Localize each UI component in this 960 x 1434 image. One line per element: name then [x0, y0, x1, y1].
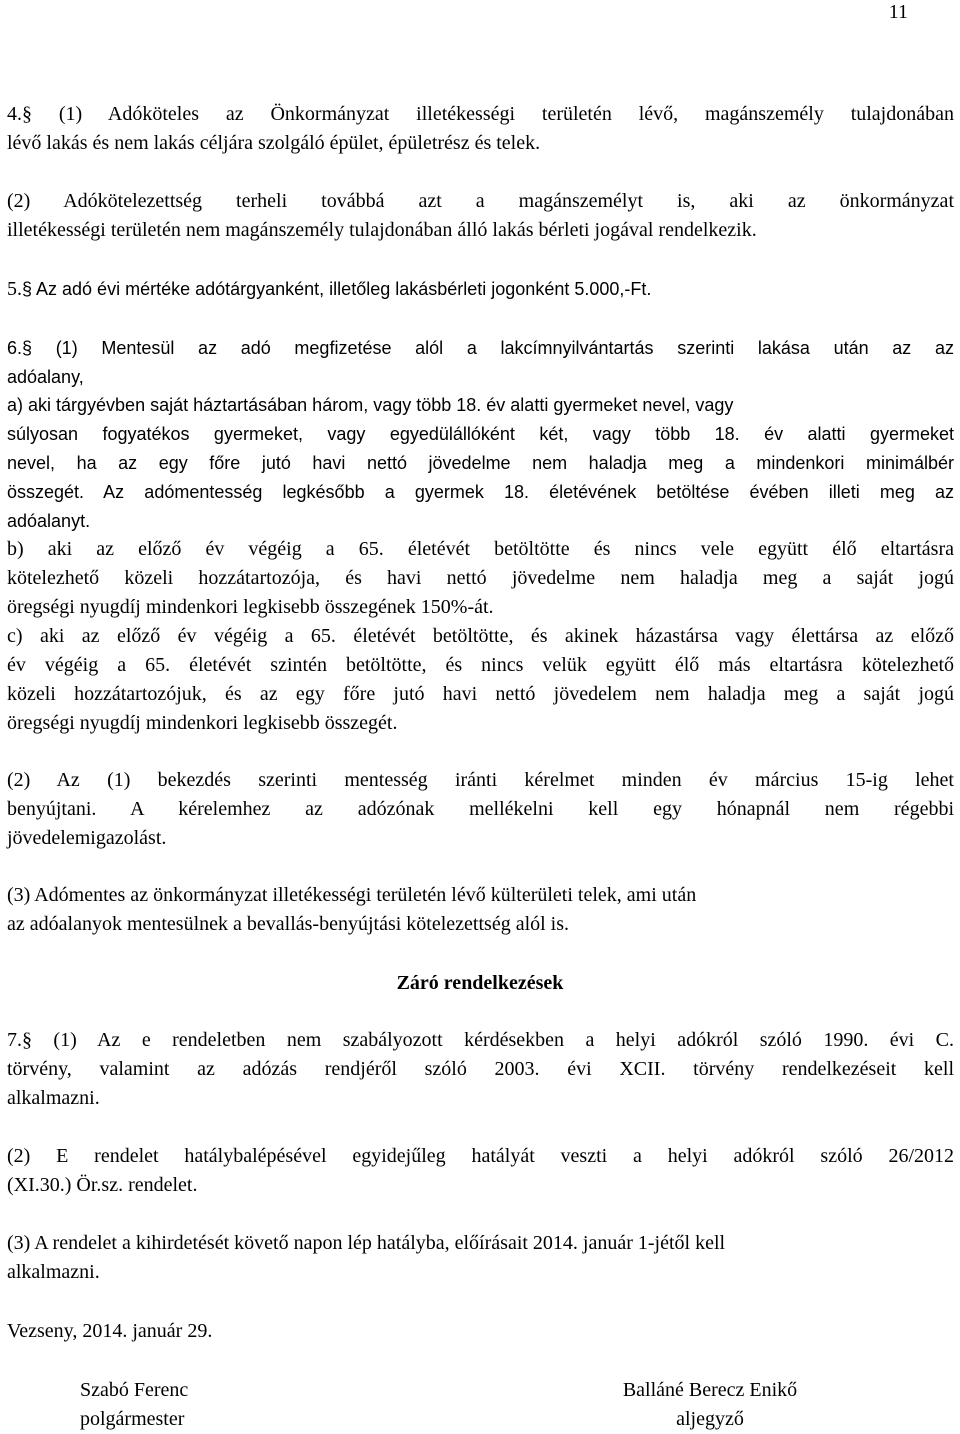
text-line: illetékességi területén nem magánszemély tulajdonában álló lakás bérleti jogával rendelkezik. — [7, 219, 757, 241]
text-line: (3) A rendelet a kihirdetését követő napon lép hatályba, előírásait 2014. január 1-jétől kell — [7, 1232, 726, 1254]
signatory-title: polgármester — [80, 1408, 185, 1430]
text-line: (3) Adómentes az önkormányzat illetékességi területén lévő külterületi telek, ami után — [7, 884, 697, 906]
text-line: 4.§ (1) Adóköteles az Önkormányzat illetékességi területén lévő, magánszemély tulajdonában — [7, 103, 954, 125]
text-line: jövedelemigazolást. — [7, 827, 167, 849]
section-7-paragraph-1 — [7, 1026, 954, 1113]
section-5-number: 5. — [7, 278, 22, 300]
section-6-intro — [7, 334, 954, 391]
text-line: alkalmazni. — [7, 1087, 100, 1109]
text-line: a) aki tárgyévben saját háztartásában három, vagy több 18. év alatti gyermeket nevel, vagy — [7, 395, 734, 415]
signature-notary — [600, 1376, 820, 1434]
text-line: öregségi nyugdíj mindenkori legkisebb összegét. — [7, 712, 398, 734]
text-line: b) aki az előző év végéig a 65. életévét betöltötte és nincs vele együtt élő eltartásra — [7, 538, 954, 560]
text-line: év végéig a 65. életévét szintén betöltötte, és nincs velük együtt élő más eltartásra kötelezhető — [7, 654, 954, 676]
signatory-title: aljegyző — [676, 1408, 744, 1430]
signatory-name: Szabó Ferenc — [80, 1379, 189, 1401]
section-6-paragraph-2 — [7, 766, 954, 853]
text-line: 6.§ (1) Mentesül az adó megfizetése alól a lakcímnyilvántartás szerinti lakása után az az — [7, 338, 954, 358]
text-line: közeli hozzátartozójuk, és az egy főre jutó havi nettó jövedelem nem haladja meg a saját jogú — [7, 683, 954, 705]
section-6-item-c — [7, 622, 954, 738]
text-line: alkalmazni. — [7, 1261, 100, 1283]
text-line: (XI.30.) Ör.sz. rendelet. — [7, 1174, 198, 1196]
text-line: adóalany, — [7, 366, 84, 387]
text-line: összegét. Az adómentesség legkésőbb a gyermek 18. életévének betöltése évében illeti meg az — [7, 482, 954, 502]
section-6-paragraph-3 — [7, 881, 954, 939]
text-line: adóalanyt. — [7, 511, 91, 531]
text-line: benyújtani. A kérelemhez az adózónak mellékelni kell egy hónapnál nem régebbi — [7, 798, 954, 820]
text-line: súlyosan fogyatékos gyermeket, vagy egyedülállóként két, vagy több 18. év alatti gyermeket — [7, 424, 954, 444]
text-line: öregségi nyugdíj mindenkori legkisebb összegének 150%-át. — [7, 596, 494, 618]
date-line: Vezseny, 2014. január 29. — [7, 1320, 213, 1342]
signature-mayor — [80, 1376, 188, 1434]
section-4-paragraph-1 — [7, 100, 954, 158]
section-6-item-a — [7, 391, 954, 536]
text-line: törvény, valamint az adózás rendjéről szóló 2003. évi XCII. törvény rendelkezéseit kell — [7, 1058, 954, 1080]
closing-provisions-heading: Záró rendelkezések — [396, 972, 564, 994]
text-line: kötelezhető közeli hozzátartozója, és havi nettó jövedelme nem haladja meg a saját jogú — [7, 567, 954, 589]
section-7-paragraph-2 — [7, 1142, 954, 1200]
section-4-paragraph-2 — [7, 187, 954, 245]
section-7-paragraph-3 — [7, 1229, 954, 1287]
section-5-paragraph — [7, 276, 954, 304]
text-line: az adóalanyok mentesülnek a bevallás-benyújtási kötelezettség alól is. — [7, 913, 570, 935]
text-line: c) aki az előző év végéig a 65. életévét betöltötte, és akinek házastársa vagy élettársa az előző — [7, 625, 954, 647]
text-line: lévő lakás és nem lakás céljára szolgáló épület, épületrész és telek. — [7, 132, 541, 154]
page-number: 11 — [888, 1, 908, 23]
text-line: (2) Adókötelezettség terheli továbbá azt a magánszemélyt is, aki az önkormányzat — [7, 190, 954, 212]
text-line: (2) E rendelet hatálybalépésével egyidejűleg hatályát veszti a helyi adókról szóló 26/2012 — [7, 1145, 954, 1167]
text-line: (2) Az (1) bekezdés szerinti mentesség iránti kérelmet minden év március 15-ig lehet — [7, 769, 954, 791]
signatory-name: Balláné Berecz Enikő — [622, 1379, 798, 1401]
text-line: nevel, ha az egy főre jutó havi nettó jövedelme nem haladja meg a mindenkori minimálbér — [7, 453, 954, 473]
section-6-item-b — [7, 535, 954, 622]
section-5-text: § Az adó évi mértéke adótárgyanként, illetőleg lakásbérleti jogonként 5.000,-Ft. — [22, 279, 652, 299]
text-line: 7.§ (1) Az e rendeletben nem szabályozott kérdésekben a helyi adókról szóló 1990. évi C. — [7, 1029, 954, 1051]
